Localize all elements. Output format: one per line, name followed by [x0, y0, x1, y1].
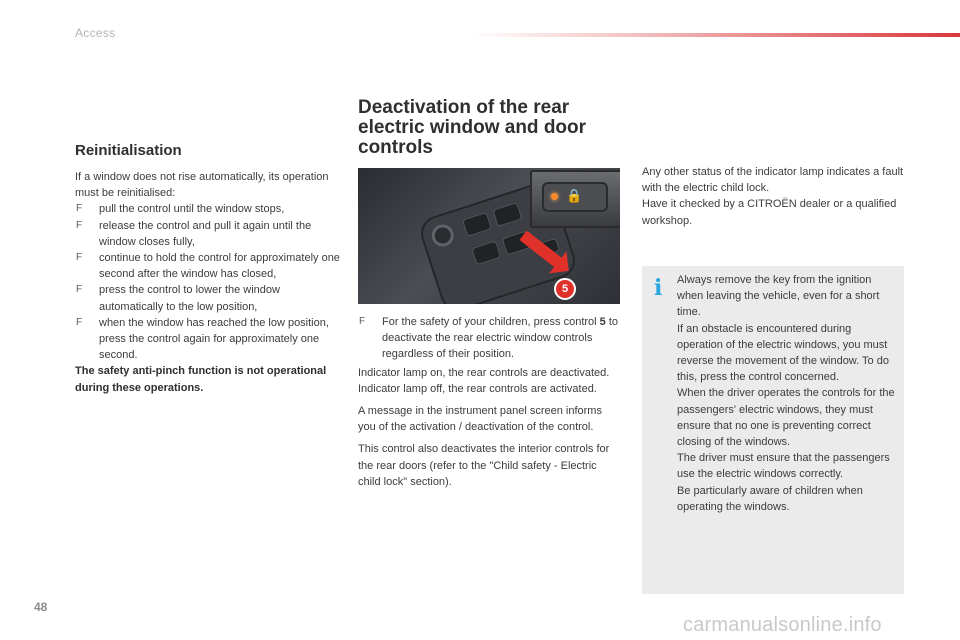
lamp-off-text: Indicator lamp off, the rear controls are activated. — [358, 382, 597, 395]
reinitialisation-intro: If a window does not rise automatically, its operation must be reinitialised: — [75, 171, 329, 200]
list-item — [358, 314, 620, 363]
list-item — [75, 315, 340, 364]
lamp-status-section — [642, 164, 904, 229]
deactivation-text — [358, 314, 620, 496]
callout-number: 5 — [554, 278, 576, 300]
info-icon: i — [654, 275, 663, 301]
info-line: Be particularly aware of children when operating the windows. — [677, 484, 863, 513]
window-switch — [492, 202, 522, 227]
window-switch — [471, 240, 501, 265]
bullet-text-pre: For the safety of your children, press control — [382, 316, 600, 328]
step-text: continue to hold the control for approximately one second after the window has closed, — [99, 252, 340, 281]
deactivation-heading: Deactivation of the rear electric window and door controls — [358, 97, 587, 158]
child-lock-icon: 🔒 — [566, 188, 583, 203]
step-text: when the window has reached the low position, press the control again for approximately one second. — [99, 316, 329, 362]
deactivation-bullets — [358, 314, 620, 363]
pointer-bullet-icon: F — [359, 316, 366, 327]
window-switch — [462, 212, 492, 237]
pointer-bullet-icon: F — [76, 284, 83, 296]
lamp-on-text: Indicator lamp on, the rear controls are deactivated. — [358, 366, 610, 379]
reinitialisation-section — [75, 142, 340, 396]
mirror-knob — [429, 222, 457, 250]
child-lock-button — [542, 182, 608, 212]
pointer-bullet-icon: F — [76, 203, 83, 215]
info-note-text — [677, 272, 899, 515]
info-line: When the driver operates the controls for the passengers' electric windows, they must ensure that no one is preventing correct closing of the windows. — [677, 387, 895, 449]
reinitialisation-heading: Reinitialisation — [75, 142, 182, 159]
interior-controls-text: This control also deactivates the interior controls for the rear doors (refer to the "Child safety - Electric child lock" section). — [358, 443, 610, 488]
list-item — [75, 218, 340, 250]
section-title: Access — [75, 26, 116, 40]
dealer-check-text: Have it checked by a CITROËN dealer or a qualified workshop. — [642, 198, 897, 227]
deactivation-section — [358, 98, 620, 158]
instrument-message-text: A message in the instrument panel screen informs you of the activation / deactivation of the control. — [358, 405, 602, 434]
reinitialisation-steps — [75, 201, 340, 363]
info-line: If an obstacle is encountered during operation of the electric windows, you must reverse the movement of the window. To do this, press the control concerned. — [677, 322, 889, 384]
pointer-bullet-icon: F — [76, 316, 83, 328]
step-text: press the control to lower the window automatically to the low position, — [99, 284, 280, 313]
step-text: release the control and pull it again until the window closes fully, — [99, 219, 312, 248]
list-item — [75, 201, 340, 217]
fault-text: Any other status of the indicator lamp indicates a fault with the electric child lock. — [642, 166, 904, 195]
info-note-box — [642, 266, 904, 594]
info-line: Always remove the key from the ignition when leaving the vehicle, even for a short time. — [677, 274, 880, 319]
pointer-bullet-icon: F — [76, 219, 83, 231]
info-line: The driver must ensure that the passengers use the electric windows correctly. — [677, 452, 890, 481]
door-switch-photo — [358, 168, 620, 304]
list-item — [75, 250, 340, 282]
anti-pinch-warning: The safety anti-pinch function is not operational during these operations. — [75, 365, 327, 394]
header-accent-bar — [470, 33, 960, 37]
pointer-bullet-icon: F — [76, 252, 83, 264]
list-item — [75, 282, 340, 314]
step-text: pull the control until the window stops, — [99, 203, 285, 216]
bullet-text-post: to deactivate the rear electric window controls regardless of their position. — [382, 316, 619, 361]
watermark: carmanualsonline.info — [683, 614, 882, 636]
indicator-lamp-icon — [551, 193, 558, 200]
indicator-lamp-inset — [530, 170, 620, 228]
page-number: 48 — [34, 600, 48, 614]
control-number: 5 — [599, 316, 606, 328]
